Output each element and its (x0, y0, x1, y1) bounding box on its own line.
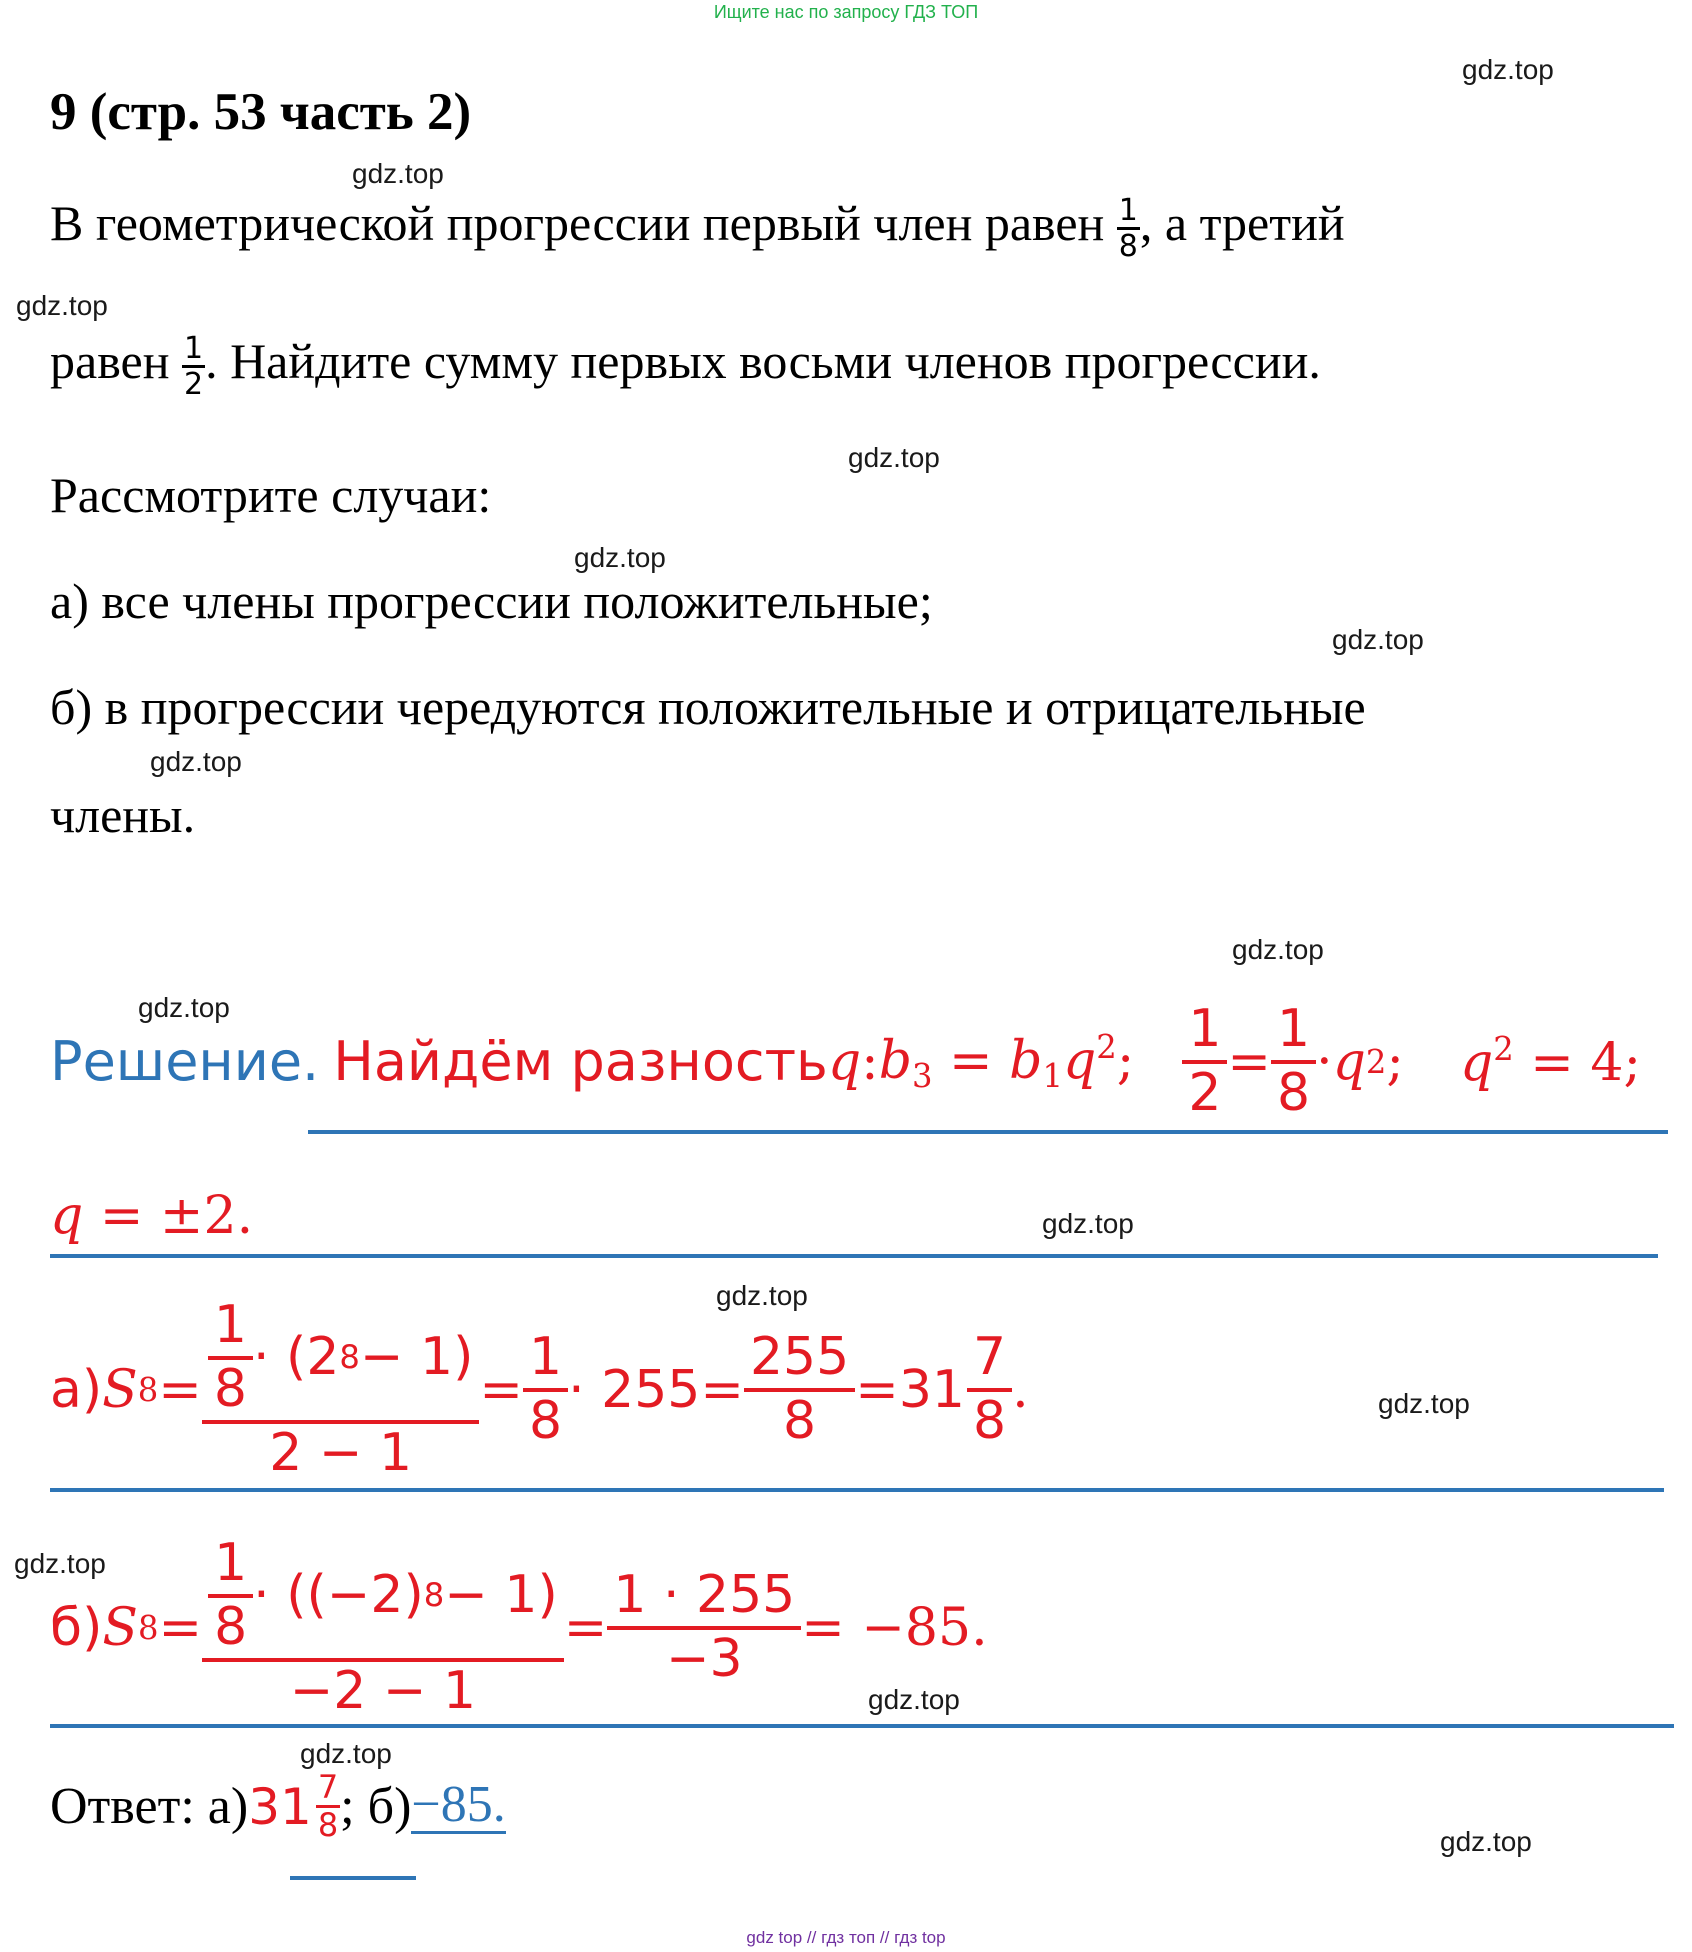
fraction-sum-a (202, 1296, 480, 1483)
task-line-2 (50, 332, 1321, 401)
task-text: равен (50, 332, 182, 389)
fraction-255-neg3 (607, 1566, 801, 1690)
fraction-one-half (1182, 1000, 1227, 1124)
expr-open: · ((−2) (253, 1564, 424, 1625)
denominator: 8 (1118, 229, 1138, 264)
fraction-one-eighth (1271, 1000, 1316, 1124)
numerator: 1 (528, 1326, 563, 1387)
numerator: 1 · 255 (613, 1564, 796, 1625)
expr-close: − 1) (359, 1326, 474, 1387)
fraction-one-half (182, 332, 205, 401)
watermark: gdz.top (1232, 934, 1324, 965)
denominator: 8 (783, 1390, 817, 1451)
fraction-one-eighth (208, 1534, 253, 1658)
task-line-6: члены. (50, 787, 196, 843)
var-b: b (1009, 1031, 1043, 1092)
solution-line-1 (50, 1000, 1641, 1124)
fraction-sum-b (202, 1534, 564, 1721)
fraction-seven-eighths (967, 1328, 1012, 1452)
semicolon: ; (1116, 1031, 1135, 1092)
eq: = (700, 1359, 744, 1420)
part-a-formula (50, 1296, 1029, 1483)
var-q: q (50, 1186, 84, 1246)
denominator: 2 − 1 (269, 1422, 413, 1483)
watermark: gdz.top (16, 290, 108, 321)
denominator: −2 − 1 (289, 1660, 477, 1721)
numerator: 1 (1276, 999, 1311, 1059)
denominator: 8 (317, 1806, 339, 1845)
eq: = (932, 1031, 1010, 1092)
times-255: · 255 (568, 1359, 701, 1420)
denominator: 8 (972, 1390, 1007, 1451)
dot: · (1316, 1031, 1333, 1092)
q-value: = ±2. (83, 1186, 254, 1246)
sup: 8 (423, 1576, 445, 1615)
variable-q: q (827, 1031, 862, 1092)
var-S: S (102, 1597, 138, 1658)
sup: 8 (339, 1338, 360, 1377)
answer-a-underline (290, 1876, 416, 1880)
numerator: 1 (1118, 193, 1138, 228)
eq: = (563, 1597, 608, 1658)
fraction-255-8 (744, 1328, 855, 1452)
colon: : (861, 1031, 879, 1092)
task-line-3: Рассмотрите случаи: (50, 467, 492, 523)
watermark: gdz.top (1462, 54, 1554, 85)
var-q: q (1332, 1031, 1366, 1092)
sup: 2 (1096, 1028, 1117, 1067)
eq: = (855, 1359, 899, 1420)
sub: 3 (912, 1057, 933, 1096)
denominator: −3 (665, 1628, 743, 1689)
watermark: gdz.top (1440, 1826, 1532, 1857)
denominator: 8 (213, 1358, 247, 1419)
task-line-4: а) все члены прогрессии положительные; (50, 573, 933, 629)
expr-close: − 1) (444, 1564, 558, 1625)
denominator: 2 (1188, 1062, 1222, 1123)
answer-a-fraction (316, 1770, 340, 1843)
task-line-1 (50, 194, 1345, 263)
watermark: gdz.top (14, 1548, 106, 1579)
sub: 8 (137, 1370, 159, 1409)
period: . (1012, 1359, 1029, 1420)
denominator: 8 (1276, 1062, 1311, 1123)
formula-q-squared (1460, 1030, 1641, 1093)
watermark: gdz.top (1378, 1388, 1470, 1419)
page-title: 9 (стр. 53 часть 2) (50, 83, 472, 141)
solution-text: Найдём разность (333, 1030, 828, 1094)
expr-open: · (2 (252, 1326, 340, 1387)
watermark: gdz.top (352, 158, 444, 189)
numerator: 1 (1188, 999, 1222, 1059)
q-result (50, 1186, 253, 1246)
formula-b3 (879, 1028, 1135, 1095)
numerator: 7 (972, 1326, 1007, 1387)
sub: 1 (1042, 1057, 1063, 1096)
part-b-formula (50, 1534, 988, 1721)
watermark: gdz.top (300, 1738, 392, 1769)
fraction-one-eighth (208, 1296, 253, 1420)
sup: 2 (1493, 1030, 1514, 1069)
watermark: gdz.top (716, 1280, 808, 1311)
denominator: 8 (214, 1596, 248, 1657)
underline (308, 1130, 1668, 1134)
eq: = (479, 1359, 523, 1420)
result: = −85. (801, 1597, 988, 1658)
answer-b-value: −85. (411, 1776, 506, 1834)
sub: 8 (137, 1608, 159, 1647)
fraction-one-eighth (523, 1328, 568, 1452)
watermark: gdz.top (138, 992, 230, 1023)
var-q: q (1062, 1031, 1097, 1092)
var-S: S (102, 1359, 138, 1420)
formula-half-eq (1182, 1000, 1404, 1124)
eq: = (158, 1597, 203, 1658)
equals-four: = 4; (1513, 1033, 1641, 1094)
numerator: 1 (213, 1295, 247, 1355)
top-banner: Ищите нас по запросу ГДЗ ТОП (713, 2, 979, 22)
semicolon: ; (1386, 1031, 1404, 1092)
watermark: gdz.top (574, 542, 666, 573)
denominator: 8 (528, 1390, 563, 1451)
task-text: , а третий (1139, 194, 1345, 251)
numerator: 7 (317, 1768, 339, 1806)
task-line-5: б) в прогрессии чередуются положительные и отрицательные (50, 679, 1366, 735)
part-b-label: б) (50, 1597, 103, 1658)
numerator: 255 (749, 1326, 850, 1387)
fraction-one-eighth (1117, 194, 1140, 263)
denominator: 2 (183, 367, 204, 402)
task-text: В геометрической прогрессии первый член равен (50, 194, 1117, 251)
watermark: gdz.top (868, 1684, 960, 1715)
var-q: q (1459, 1033, 1494, 1094)
solution-label: Решение. (50, 1030, 320, 1094)
watermark: gdz.top (1042, 1208, 1134, 1239)
answer-line (50, 1770, 506, 1843)
watermark: gdz.top (150, 746, 242, 777)
mixed-whole: 31 (898, 1359, 965, 1420)
underline (50, 1488, 1664, 1492)
task-text: . Найдите сумму первых восьми членов прогрессии. (205, 332, 1321, 389)
eq: = (158, 1359, 202, 1420)
bottom-banner: gdz top // гдз топ // гдз top (746, 1928, 946, 1947)
var-b: b (878, 1031, 912, 1092)
underline (50, 1724, 1674, 1728)
answer-separator: ; б) (340, 1778, 412, 1836)
answer-a-whole: 31 (248, 1777, 312, 1836)
numerator: 1 (183, 331, 204, 366)
watermark: gdz.top (848, 442, 940, 473)
watermark: gdz.top (1332, 624, 1424, 655)
numerator: 1 (214, 1533, 248, 1593)
eq: = (1227, 1031, 1271, 1092)
part-a-label: а) (50, 1359, 103, 1420)
underline (50, 1254, 1658, 1258)
sup: 2 (1365, 1042, 1387, 1081)
answer-label: Ответ: а) (50, 1778, 249, 1836)
